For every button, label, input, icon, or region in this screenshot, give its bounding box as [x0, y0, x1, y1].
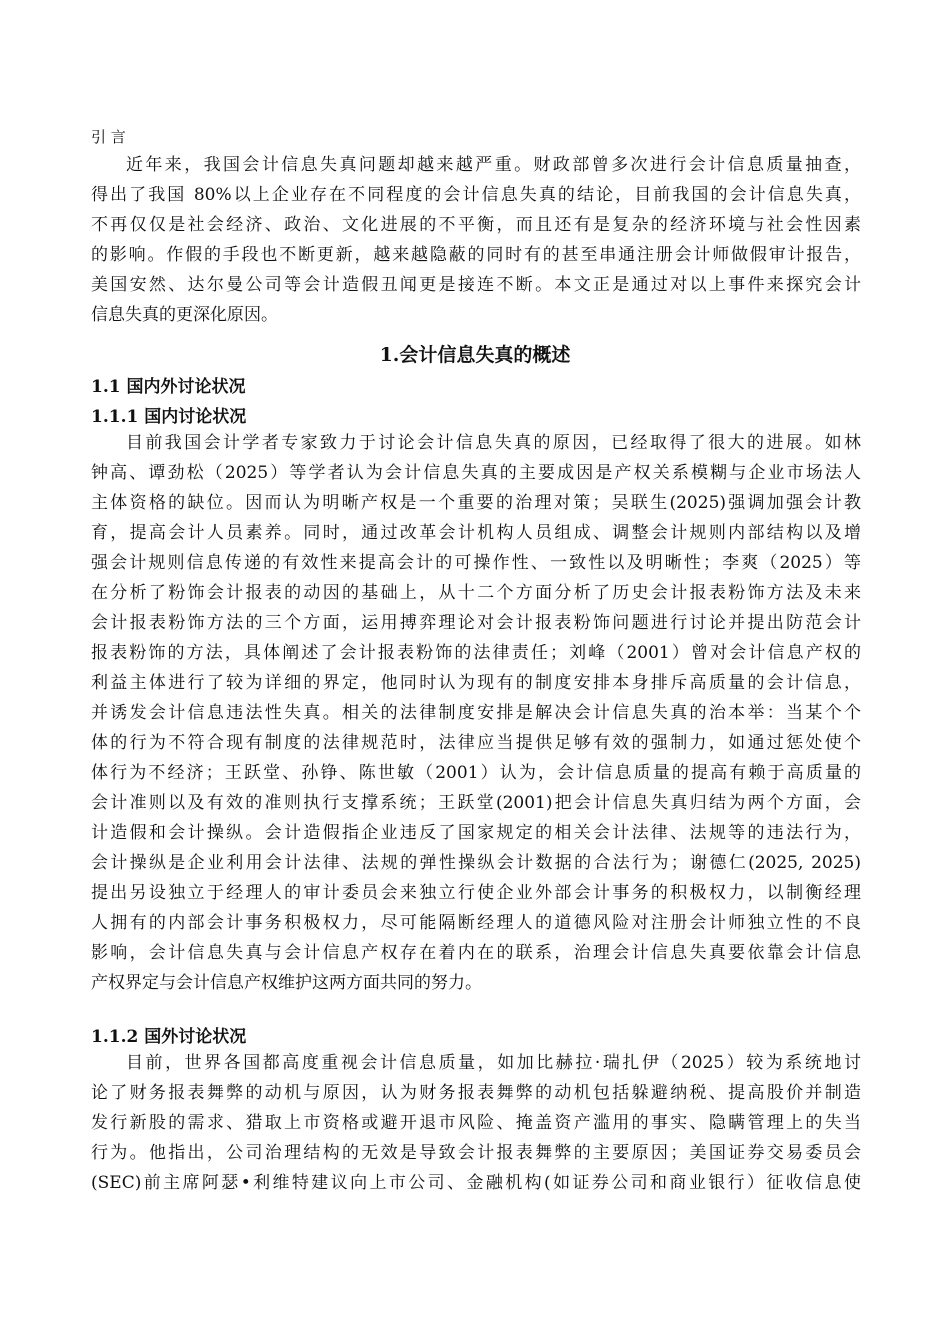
paragraph-line: 会计报表粉饰方法的三个方面，运用搏弈理论对会计报表粉饰问题进行讨论并提出防范会计 — [91, 613, 861, 633]
paragraph-line: 论了财务报表舞弊的动机与原因，认为财务报表舞弊的动机包括躲避纳税、提高股价并制造 — [91, 1083, 861, 1103]
paragraph-line: 目前，世界各国都高度重视会计信息质量，如加比赫拉·瑞扎伊（2025）较为系统地讨 — [126, 1053, 861, 1073]
paragraph-line: 产权界定与会计信息产权维护这两方面共同的努力。 — [91, 973, 482, 993]
paragraph-line: 体的行为不符合现有制度的法律规范时，法律应当提供足够有效的强制力，如通过惩处使个 — [91, 733, 861, 753]
intro-line: 美国安然、达尔曼公司等会计造假丑闻更是接连不断。本文正是通过对以上事件来探究会计 — [91, 275, 861, 295]
subsection-heading: 1.1 国内外讨论状况 — [91, 377, 246, 397]
paragraph-line: 提出另设独立于经理人的审计委员会来独立行使企业外部会计事务的积极权力，以制衡经理 — [91, 883, 861, 903]
section-title: 1.会计信息失真的概述 — [379, 344, 571, 366]
paragraph-line: 发行新股的需求、猎取上市资格或避开退市风险、掩盖资产滥用的事实、隐瞒管理上的失当 — [91, 1113, 861, 1133]
paragraph-line: 利益主体进行了较为详细的界定，他同时认为现有的制度安排本身排斥高质量的会计信息， — [91, 673, 861, 693]
paragraph-line: 强会计规则信息传递的有效性来提高会计的可操作性、一致性以及明晰性；李爽（2025）等 — [91, 553, 861, 573]
paragraph-line: 报表粉饰的方法，具体阐述了会计报表粉饰的法律责任；刘峰（2001）曾对会计信息产权的 — [91, 643, 861, 663]
paragraph-line: 育，提高会计人员素养。同时，通过改革会计机构人员组成、调整会计规则内部结构以及增 — [91, 523, 861, 543]
subsubsection-heading: 1.1.2 国外讨论状况 — [91, 1027, 247, 1047]
paragraph-line: 会计操纵是企业利用会计法律、法规的弹性操纵会计数据的合法行为；谢德仁(2025, 2025) — [91, 853, 861, 873]
intro-heading: 引 言 — [91, 128, 126, 146]
paragraph-line: (SEC)前主席阿瑟•利维特建议向上市公司、金融机构(如证券公司和商业银行）征收信息使 — [91, 1173, 861, 1193]
paragraph-line: 人拥有的内部会计事务积极权力，尽可能隔断经理人的道德风险对注册会计师独立性的不良 — [91, 913, 861, 933]
intro-line: 信息失真的更深化原因。 — [91, 305, 278, 325]
paragraph-line: 会计准则以及有效的准则执行支撑系统；王跃堂(2001)把会计信息失真归结为两个方面，会 — [91, 793, 861, 813]
paragraph-line: 影响，会计信息失真与会计信息产权存在着内在的联系，治理会计信息失真要依靠会计信息 — [91, 943, 861, 963]
intro-line: 得出了我国 80%以上企业存在不同程度的会计信息失真的结论，目前我国的会计信息失真， — [91, 185, 861, 205]
subsubsection-heading: 1.1.1 国内讨论状况 — [91, 407, 247, 427]
paragraph-line: 在分析了粉饰会计报表的动因的基础上，从十二个方面分析了历史会计报表粉饰方法及未来 — [91, 583, 861, 603]
paragraph-line: 计造假和会计操纵。会计造假指企业违反了国家规定的相关会计法律、法规等的违法行为， — [91, 823, 861, 843]
paragraph-line: 并诱发会计信息违法性失真。相关的法律制度安排是解决会计信息失真的治本举：当某个个 — [91, 703, 861, 723]
intro-line: 不再仅仅是社会经济、政治、文化进展的不平衡，而且还有是复杂的经济环境与社会性因素 — [91, 215, 861, 235]
intro-line: 的影响。作假的手段也不断更新，越来越隐蔽的同时有的甚至串通注册会计师做假审计报告， — [91, 245, 861, 265]
intro-line: 近年来，我国会计信息失真问题却越来越严重。财政部曾多次进行会计信息质量抽查， — [126, 155, 861, 175]
paragraph-line: 钟高、谭劲松（2025）等学者认为会计信息失真的主要成因是产权关系模糊与企业市场法人 — [91, 463, 861, 483]
paragraph-line: 体行为不经济；王跃堂、孙铮、陈世敏（2001）认为，会计信息质量的提高有赖于高质量的 — [91, 763, 861, 783]
paragraph-line: 行为。他指出，公司治理结构的无效是导致会计报表舞弊的主要原因；美国证券交易委员会 — [91, 1143, 861, 1163]
paragraph-line: 目前我国会计学者专家致力于讨论会计信息失真的原因，已经取得了很大的进展。如林 — [126, 433, 861, 453]
paragraph-line: 主体资格的缺位。因而认为明晰产权是一个重要的治理对策；吴联生(2025)强调加强会计教 — [91, 493, 861, 513]
